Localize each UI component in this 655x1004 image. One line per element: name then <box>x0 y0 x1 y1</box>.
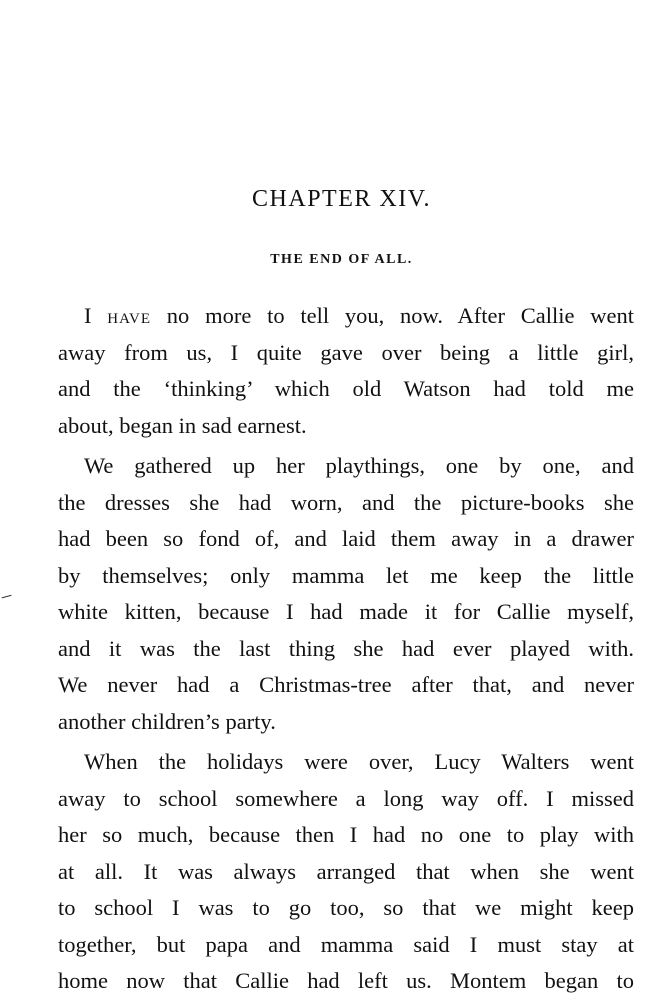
chapter-title: CHAPTER XIV. <box>252 186 431 212</box>
text-line: I HAVE no more to tell you, now. After Callie went <box>84 303 634 328</box>
text-line: by themselves; only mamma let me keep the little <box>58 562 634 588</box>
text-line: white kitten, because I had made it for Callie myself, <box>58 599 634 624</box>
text-line: and the ‘thinking’ which old Watson had told me <box>58 376 634 401</box>
chapter-subtitle: THE END OF ALL. <box>270 252 413 267</box>
paragraph-3 <box>58 744 634 1000</box>
text-line: and it was the last thing she had ever played with. <box>58 635 634 661</box>
text-line: away to school somewhere a long way off. I missed <box>58 785 634 811</box>
text-line: another children’s party. <box>58 708 276 734</box>
text-line: away from us, I quite gave over being a little girl, <box>58 339 634 365</box>
text-line: about, began in sad earnest. <box>58 412 307 438</box>
chapter-body <box>58 298 634 1004</box>
paragraph-2 <box>58 448 634 740</box>
text-line: When the holidays were over, Lucy Walters went <box>84 749 634 774</box>
text-line: We never had a Christmas-tree after that, and never <box>58 672 634 697</box>
text-line: her so much, because then I had no one to play with <box>58 822 634 847</box>
text-line: at all. It was always arranged that when she went <box>58 858 634 884</box>
smallcaps-word: HAVE <box>107 311 152 327</box>
drop-words: I HAVE <box>84 303 152 328</box>
paragraph-1 <box>58 298 634 444</box>
text-line: the dresses she had worn, and the picture-books she <box>58 489 634 515</box>
text-line: together, but papa and mamma said I must stay at <box>58 931 634 957</box>
text-line: had been so fond of, and laid them away in a drawer <box>58 526 634 551</box>
margin-mark <box>2 595 13 601</box>
text-line: to school I was to go too, so that we might keep <box>58 895 634 920</box>
text-line: home now that Callie had left us. Montem began to <box>58 968 634 993</box>
text-line: We gathered up her playthings, one by one, and <box>84 453 634 478</box>
